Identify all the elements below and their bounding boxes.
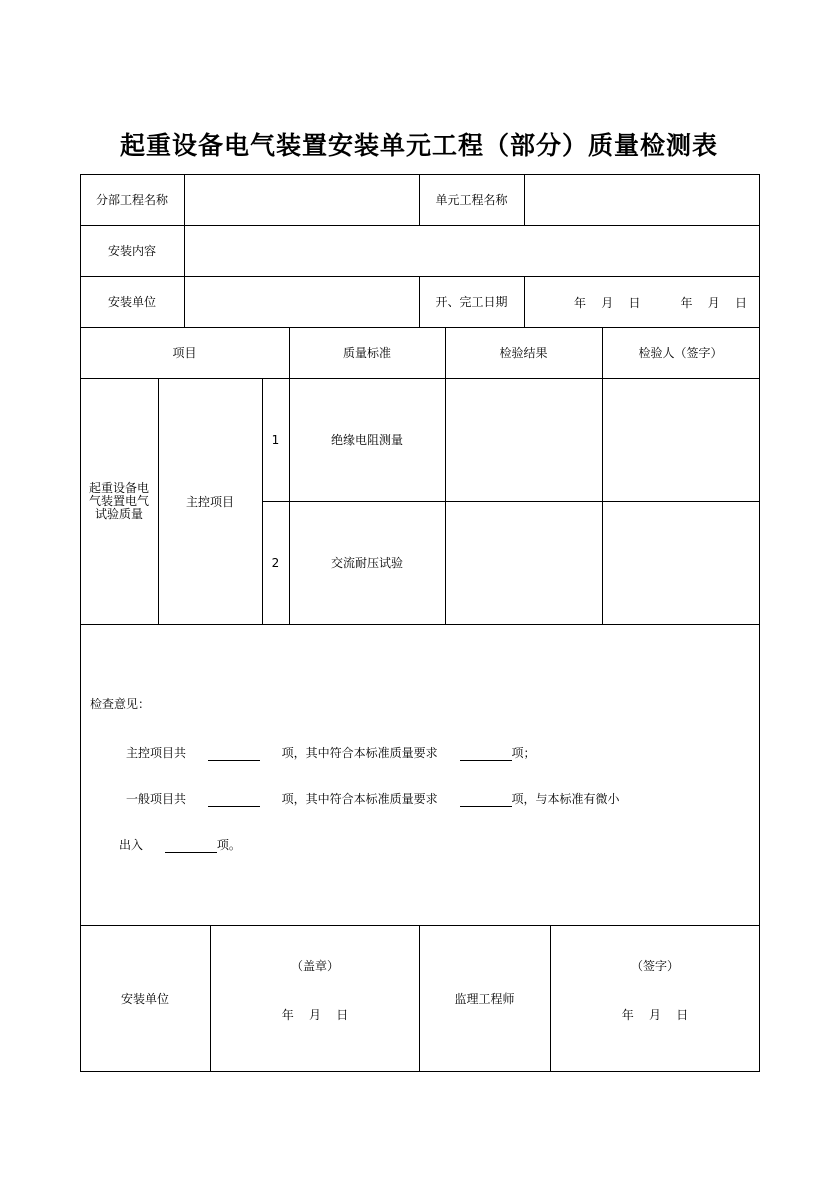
deviation-label: 出入	[119, 838, 144, 852]
deviation-end-text: 项。	[216, 838, 241, 852]
installer-field[interactable]	[185, 277, 419, 327]
unit-label: 单元工程名称	[435, 193, 508, 207]
installer-label: 安装单位	[107, 295, 156, 309]
general-total-blank[interactable]	[208, 794, 260, 807]
seal-label: （盖章）	[290, 959, 339, 973]
installer-seal-field[interactable]	[211, 926, 419, 1071]
category-line-2: 气装置电气	[88, 493, 149, 508]
division-label: 分部工程名称	[95, 193, 168, 207]
end-date: 年 月 日	[680, 295, 747, 310]
main-control-mid-text: 项，其中符合本标准质量要求	[281, 746, 438, 760]
supervisor-signature-field[interactable]	[551, 926, 759, 1071]
category-label	[80, 378, 158, 624]
signature-label: （签字）	[630, 959, 679, 973]
category-line-3: 试验质量	[94, 506, 143, 521]
unit-field[interactable]	[525, 175, 759, 225]
content-field[interactable]	[185, 226, 759, 276]
category-line-1: 起重设备电	[88, 480, 149, 495]
row-result-field[interactable]	[446, 379, 602, 501]
deviation-blank[interactable]	[165, 840, 217, 853]
row-inspector-field[interactable]	[603, 379, 759, 501]
opinion-line-2	[126, 790, 620, 807]
row-inspector-field[interactable]	[603, 502, 759, 624]
row-divider	[80, 624, 760, 625]
dates-field[interactable]	[525, 277, 759, 327]
row-standard: 交流耐压试验	[330, 556, 403, 570]
header-result: 检验结果	[499, 346, 548, 360]
table-border-bottom	[80, 1071, 760, 1072]
supervisor-sign-date: 年 月 日	[621, 1008, 689, 1022]
opinion-line-3	[119, 836, 241, 853]
main-control-end-text: 项；	[511, 746, 536, 760]
general-pass-blank[interactable]	[460, 794, 512, 807]
header-standard: 质量标准	[342, 346, 391, 360]
content-label: 安装内容	[107, 244, 156, 258]
row-number: 1	[271, 432, 280, 447]
row-result-field[interactable]	[446, 502, 602, 624]
row-standard: 绝缘电阻测量	[330, 433, 403, 447]
main-control-label: 主控项目	[185, 494, 234, 509]
general-mid-text: 项，其中符合本标准质量要求	[281, 792, 438, 806]
opinion-heading: 检查意见：	[90, 697, 151, 711]
installer-sign-date: 年 月 日	[281, 1008, 349, 1022]
general-count-label: 一般项目共	[126, 792, 187, 806]
main-control-pass-blank[interactable]	[460, 748, 512, 761]
start-date: 年 月 日	[573, 295, 641, 310]
general-end-text: 项，与本标准有微小	[511, 792, 620, 806]
form-title: 起重设备电气装置安装单元工程（部分）质量检测表	[119, 131, 718, 160]
table-border-right	[759, 174, 760, 1072]
signoff-installer-label: 安装单位	[120, 991, 169, 1006]
row-number: 2	[271, 555, 280, 570]
division-field[interactable]	[185, 175, 419, 225]
dates-label: 开、完工日期	[435, 295, 508, 309]
header-item: 项目	[172, 346, 197, 360]
main-control-count-label: 主控项目共	[126, 746, 187, 760]
opinion-line-1	[126, 744, 536, 761]
supervisor-label: 监理工程师	[454, 991, 515, 1006]
header-inspector: 检验人（签字）	[638, 346, 723, 360]
main-control-total-blank[interactable]	[208, 748, 260, 761]
